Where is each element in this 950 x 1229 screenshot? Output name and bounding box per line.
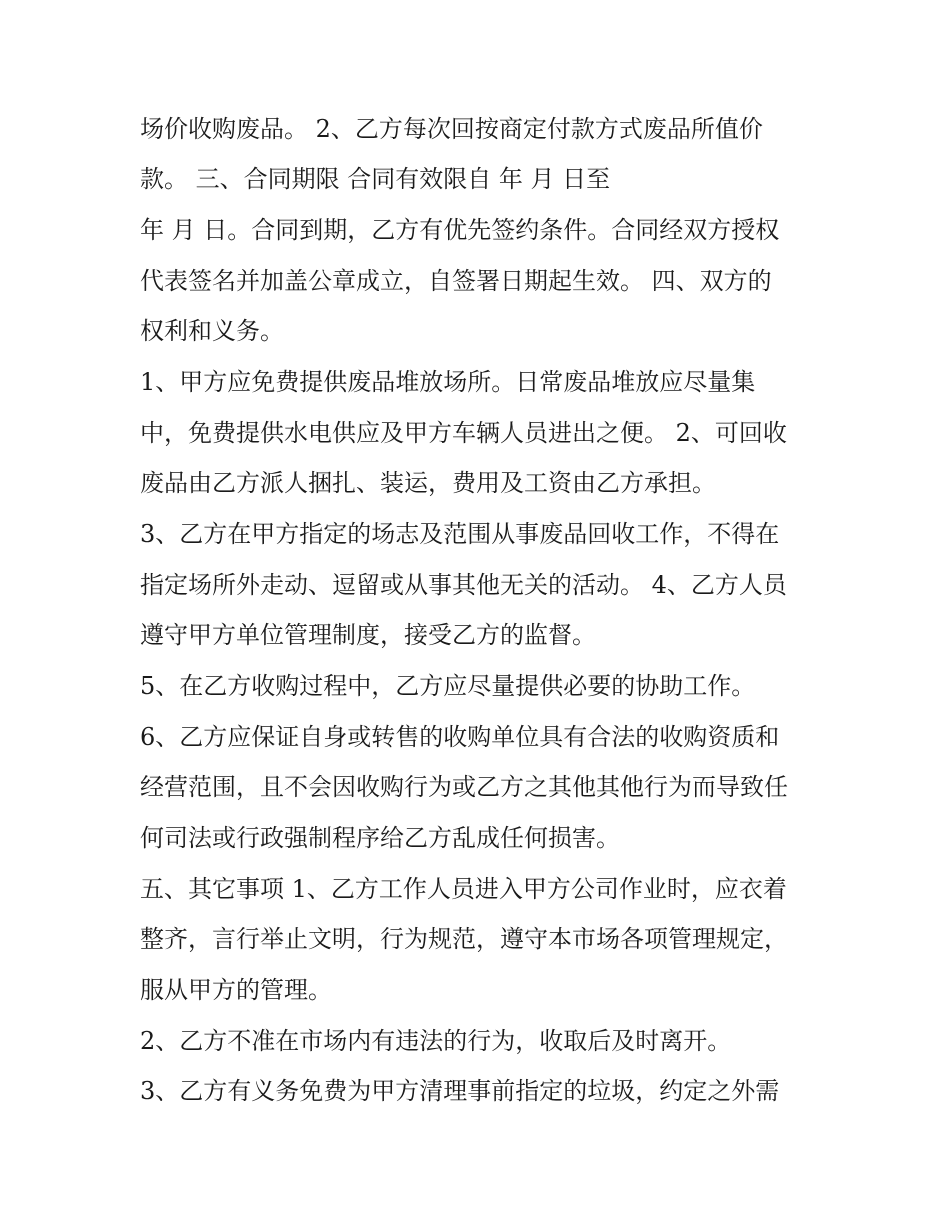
text-line-3: 年 月 日。合同到期，乙方有优先签约条件。合同经双方授权	[140, 216, 780, 244]
text-line-14: 经营范围，且不会因收购行为或乙方之其他其他行为而导致任	[140, 773, 788, 801]
text-line-12: 5、在乙方收购过程中，乙方应尽量提供必要的协助工作。	[140, 672, 756, 700]
text-line-6: 1、甲方应免费提供废品堆放场所。日常废品堆放应尽量集	[140, 368, 756, 396]
text-line-2: 款。 三、合同期限 合同有效限自 年 月 日至	[140, 165, 611, 193]
text-line-17: 整齐，言行举止文明，行为规范，遵守本市场各项管理规定，	[140, 925, 788, 953]
text-line-1: 场价收购废品。 2、乙方每次回按商定付款方式废品所值价	[140, 115, 763, 143]
text-line-7: 中，免费提供水电供应及甲方车辆人员进出之便。 2、可回收	[140, 419, 787, 447]
text-line-8: 废品由乙方派人捆扎、装运，费用及工资由乙方承担。	[140, 469, 716, 497]
text-line-16: 五、其它事项 1、乙方工作人员进入甲方公司作业时，应衣着	[140, 875, 787, 903]
text-line-15: 何司法或行政强制程序给乙方乱成任何损害。	[140, 824, 620, 852]
text-line-11: 遵守甲方单位管理制度，接受乙方的监督。	[140, 621, 596, 649]
text-line-13: 6、乙方应保证自身或转售的收购单位具有合法的收购资质和	[140, 723, 780, 751]
text-line-4: 代表签名并加盖公章成立，自签署日期起生效。 四、双方的	[140, 267, 772, 295]
text-line-18: 服从甲方的管理。	[140, 976, 332, 1004]
text-line-5: 权利和义务。	[140, 317, 284, 345]
text-line-10: 指定场所外走动、逗留或从事其他无关的活动。 4、乙方人员	[140, 571, 787, 599]
text-line-19: 2、乙方不准在市场内有违法的行为，收取后及时离开。	[140, 1027, 732, 1055]
text-line-9: 3、乙方在甲方指定的场志及范围从事废品回收工作，不得在	[140, 520, 780, 548]
text-line-20: 3、乙方有义务免费为甲方清理事前指定的垃圾，约定之外需	[140, 1077, 780, 1105]
